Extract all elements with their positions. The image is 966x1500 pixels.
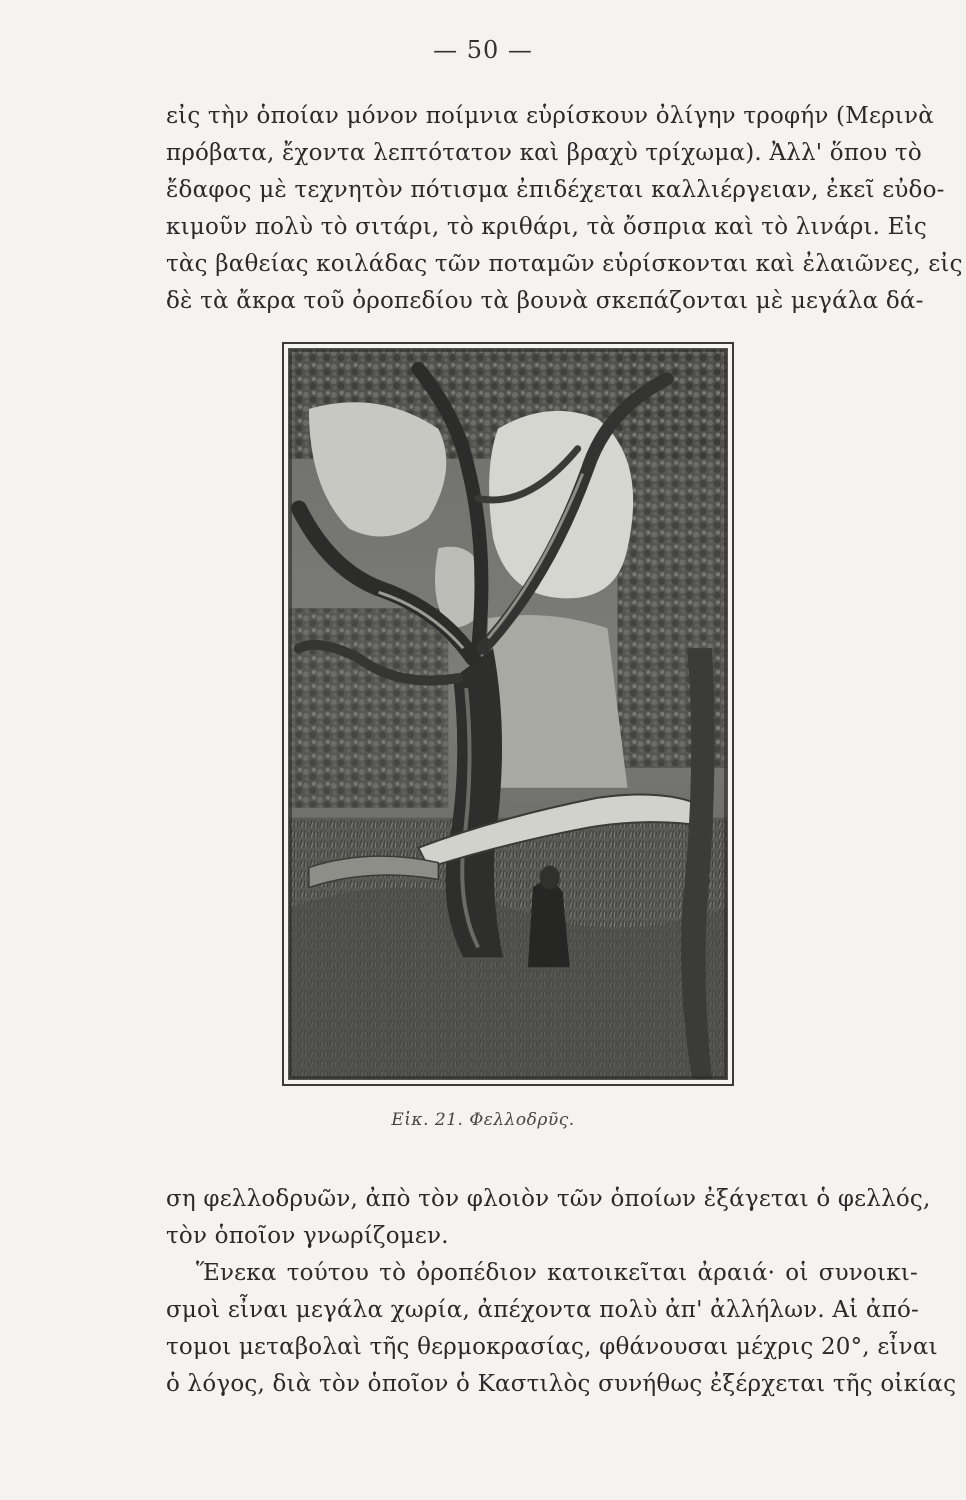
text-line: δὲ τὰ ἄκρα τοῦ ὀροπεδίου τὰ βουνὰ σκεπάζονται μὲ μεγάλα δά- <box>166 288 924 314</box>
text-line: σμοὶ εἶναι μεγάλα χωρία, ἀπέχοντα πολὺ ἀπ' ἀλλήλων. Αἱ ἀπό- <box>166 1297 919 1323</box>
text-line: τὸν ὁποῖον γνωρίζομεν. <box>166 1223 449 1249</box>
text-line: ἔδαφος μὲ τεχνητὸν πότισμα ἐπιδέχεται καλλιέργειαν, ἐκεῖ εὐδο- <box>166 177 945 203</box>
text-line: ση φελλοδρυῶν, ἀπὸ τὸν φλοιὸν τῶν ὁποίων ἐξάγεται ὁ φελλός, <box>166 1186 931 1212</box>
page-number: — 50 — <box>433 36 533 64</box>
text-line: πρόβατα, ἔχοντα λεπτότατον καὶ βραχὺ τρίχωμα). Ἀλλ' ὅπου τὸ <box>166 140 922 166</box>
text-line: ὁ λόγος, διὰ τὸν ὁποῖον ὁ Καστιλὸς συνήθως ἐξέρχεται τῆς οἰκίας <box>166 1371 957 1397</box>
photo-frame <box>288 348 728 1080</box>
figure-cork-oak-photo <box>282 342 734 1086</box>
top-paragraph <box>166 98 963 320</box>
text-line: εἰς τὴν ὁποίαν μόνον ποίμνια εὑρίσκουν ὀλίγην τροφήν (Μερινὰ <box>166 103 934 129</box>
cork-oak-photograph <box>289 349 727 1079</box>
bottom-paragraph <box>166 1181 957 1403</box>
text-line: τομοι μεταβολαὶ τῆς θερμοκρασίας, φθάνουσαι μέχρις 20°, εἶναι <box>166 1334 938 1360</box>
text-line: τὰς βαθείας κοιλάδας τῶν ποταμῶν εὑρίσκονται καὶ ἐλαιῶνες, εἰς <box>166 251 963 277</box>
text-line: κιμοῦν πολὺ τὸ σιτάρι, τὸ κριθάρι, τὰ ὄσπρια καὶ τὸ λινάρι. Εἰς <box>166 214 927 240</box>
figure-caption: Εἰκ. 21. Φελλοδρῦς. <box>391 1110 575 1130</box>
text-line: Ἕνεκα τούτου τὸ ὀροπέδιον κατοικεῖται ἀραιά· οἱ συνοικι- <box>196 1260 918 1286</box>
